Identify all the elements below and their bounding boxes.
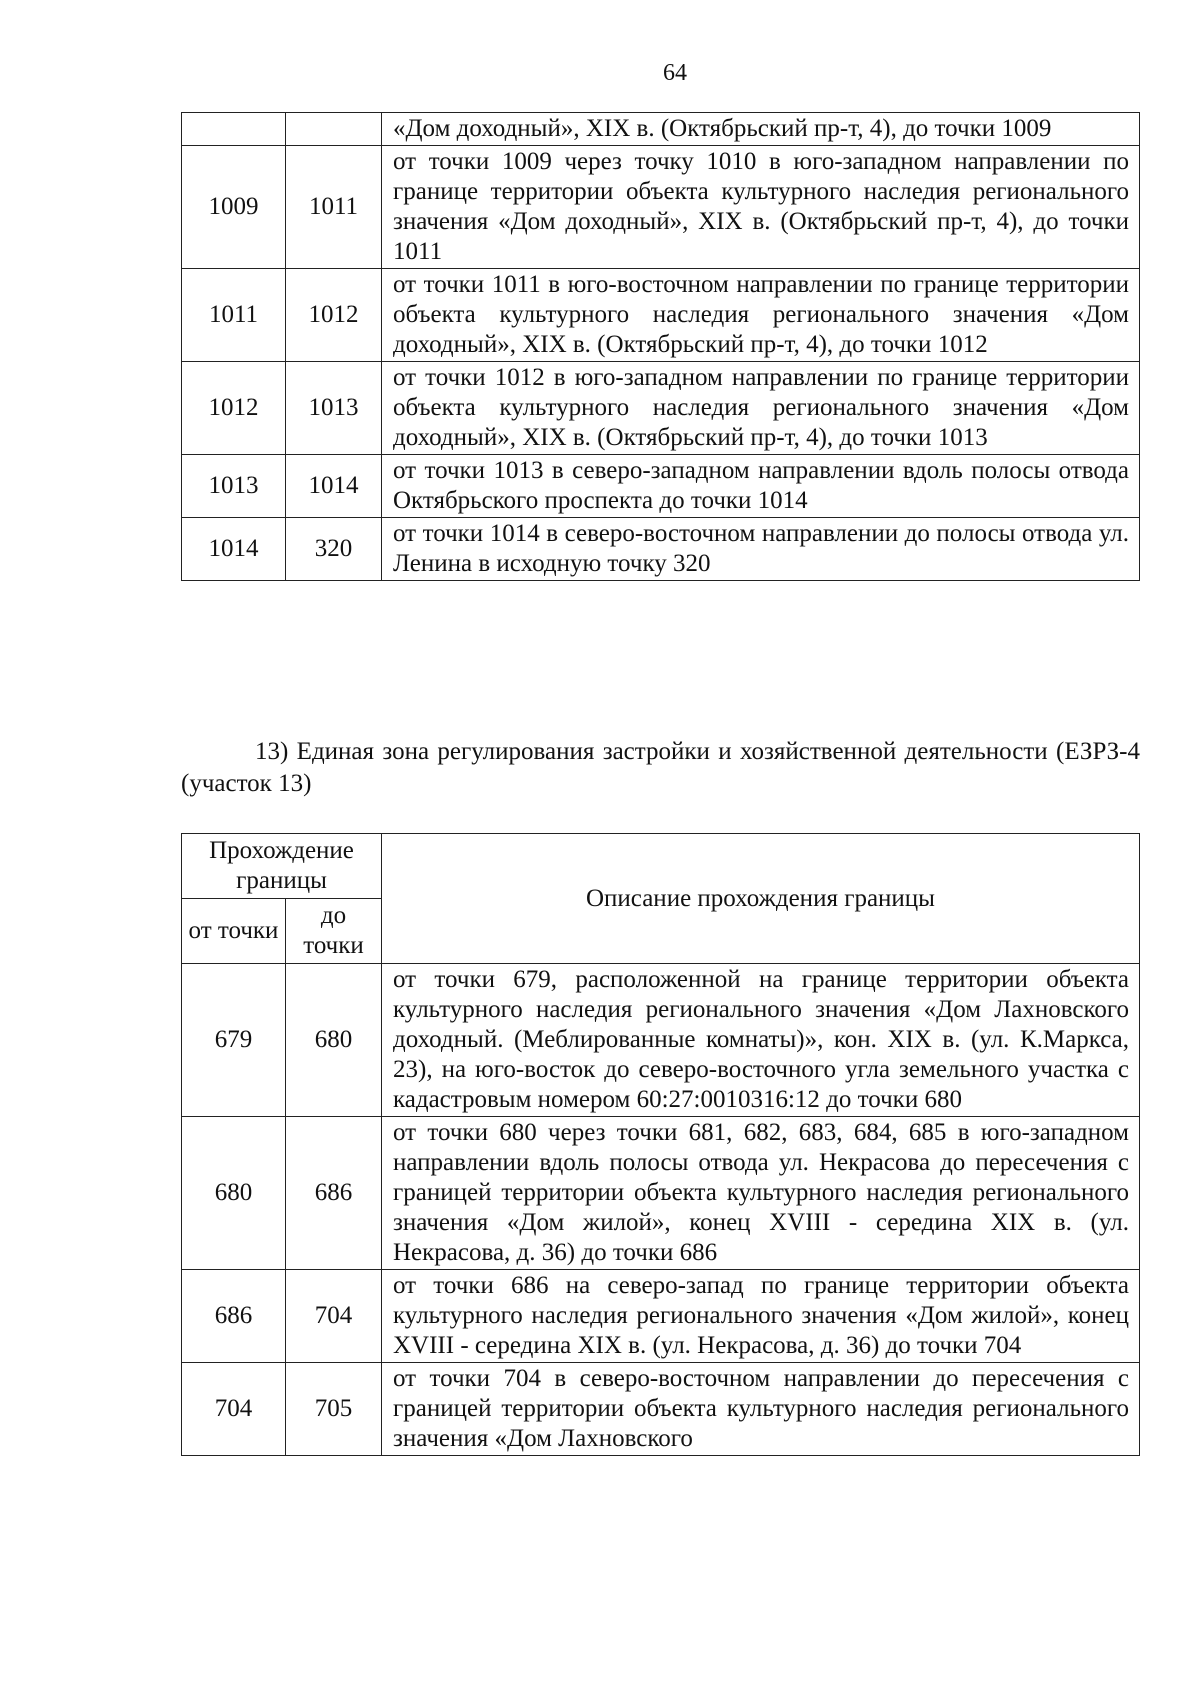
- table-row: [182, 362, 1140, 455]
- from-point: 1012: [182, 362, 286, 455]
- table-row: [182, 1363, 1140, 1456]
- section-heading: 13) Единая зона регулирования застройки и хозяйственной деятельности (ЕЗРЗ-4 (участок 13): [181, 738, 1140, 797]
- to-point: 686: [286, 1117, 382, 1270]
- table-header-row: [182, 834, 1140, 899]
- boundary-description: от точки 686 на северо-запад по границе территории объекта культурного наследия регионального значения «Дом жилой», конец XVIII - середина XIX в. (ул. Некрасова, д. 36) до точки 704: [382, 1270, 1140, 1363]
- page-number: 64: [663, 60, 687, 86]
- from-point: 704: [182, 1363, 286, 1456]
- table-row: [182, 518, 1140, 581]
- from-point: [182, 113, 286, 146]
- table-row: [182, 113, 1140, 146]
- boundary-description: от точки 1009 через точку 1010 в юго-западном направлении по границе территории объекта культурного наследия регионального значения «Дом доходный», XIX в. (Октябрьский пр-т, 4), до точки 1011: [382, 146, 1140, 269]
- boundary-description: от точки 680 через точки 681, 682, 683, 684, 685 в юго-западном направлении вдоль полосы отвода ул. Некрасова до пересечения с границей территории объекта культурного наследия регионального значения «Дом жилой», конец XVIII - середина XIX в. (ул. Некрасова, д. 36) до точки 686: [382, 1117, 1140, 1270]
- boundary-table-ezrz-4: [181, 833, 1140, 1456]
- from-point: 1013: [182, 455, 286, 518]
- boundary-description: «Дом доходный», XIX в. (Октябрьский пр-т, 4), до точки 1009: [382, 113, 1140, 146]
- boundary-description: от точки 1012 в юго-западном направлении по границе территории объекта культурного наследия регионального значения «Дом доходный», XIX в. (Октябрьский пр-т, 4), до точки 1013: [382, 362, 1140, 455]
- from-point: 1011: [182, 269, 286, 362]
- from-point: 1009: [182, 146, 286, 269]
- to-point: 1011: [286, 146, 382, 269]
- from-point: 1014: [182, 518, 286, 581]
- table-row: [182, 146, 1140, 269]
- to-point: 1014: [286, 455, 382, 518]
- table-row: [182, 964, 1140, 1117]
- to-point: 680: [286, 964, 382, 1117]
- from-point: 679: [182, 964, 286, 1117]
- to-point: 1013: [286, 362, 382, 455]
- to-point: [286, 113, 382, 146]
- boundary-description: от точки 1014 в северо-восточном направлении до полосы отвода ул. Ленина в исходную точку 320: [382, 518, 1140, 581]
- table-row: [182, 1270, 1140, 1363]
- table-row: [182, 1117, 1140, 1270]
- table-row: [182, 455, 1140, 518]
- header-to-point: до точки: [286, 899, 382, 964]
- header-from-point: от точки: [182, 899, 286, 964]
- boundary-description: от точки 679, расположенной на границе территории объекта культурного наследия регионального значения «Дом Лахновского доходный. (Меблированные комнаты)», кон. XIX в. (ул. К.Маркса, 23), на юго-восток до северо-восточного угла земельного участка с кадастровым номером 60:27:0010316:12 до точки 680: [382, 964, 1140, 1117]
- table-row: [182, 269, 1140, 362]
- boundary-description: от точки 1011 в юго-восточном направлении по границе территории объекта культурного наследия регионального значения «Дом доходный», XIX в. (Октябрьский пр-т, 4), до точки 1012: [382, 269, 1140, 362]
- to-point: 1012: [286, 269, 382, 362]
- boundary-description: от точки 704 в северо-восточном направлении до пересечения с границей территории объекта культурного наследия регионального значения «Дом Лахновского: [382, 1363, 1140, 1456]
- boundary-table-continued: [181, 112, 1140, 581]
- from-point: 686: [182, 1270, 286, 1363]
- from-point: 680: [182, 1117, 286, 1270]
- to-point: 704: [286, 1270, 382, 1363]
- header-description: Описание прохождения границы: [382, 834, 1140, 964]
- to-point: 320: [286, 518, 382, 581]
- to-point: 705: [286, 1363, 382, 1456]
- boundary-description: от точки 1013 в северо-западном направлении вдоль полосы отвода Октябрьского проспекта до точки 1014: [382, 455, 1140, 518]
- header-boundary-passage: Прохождение границы: [182, 834, 382, 899]
